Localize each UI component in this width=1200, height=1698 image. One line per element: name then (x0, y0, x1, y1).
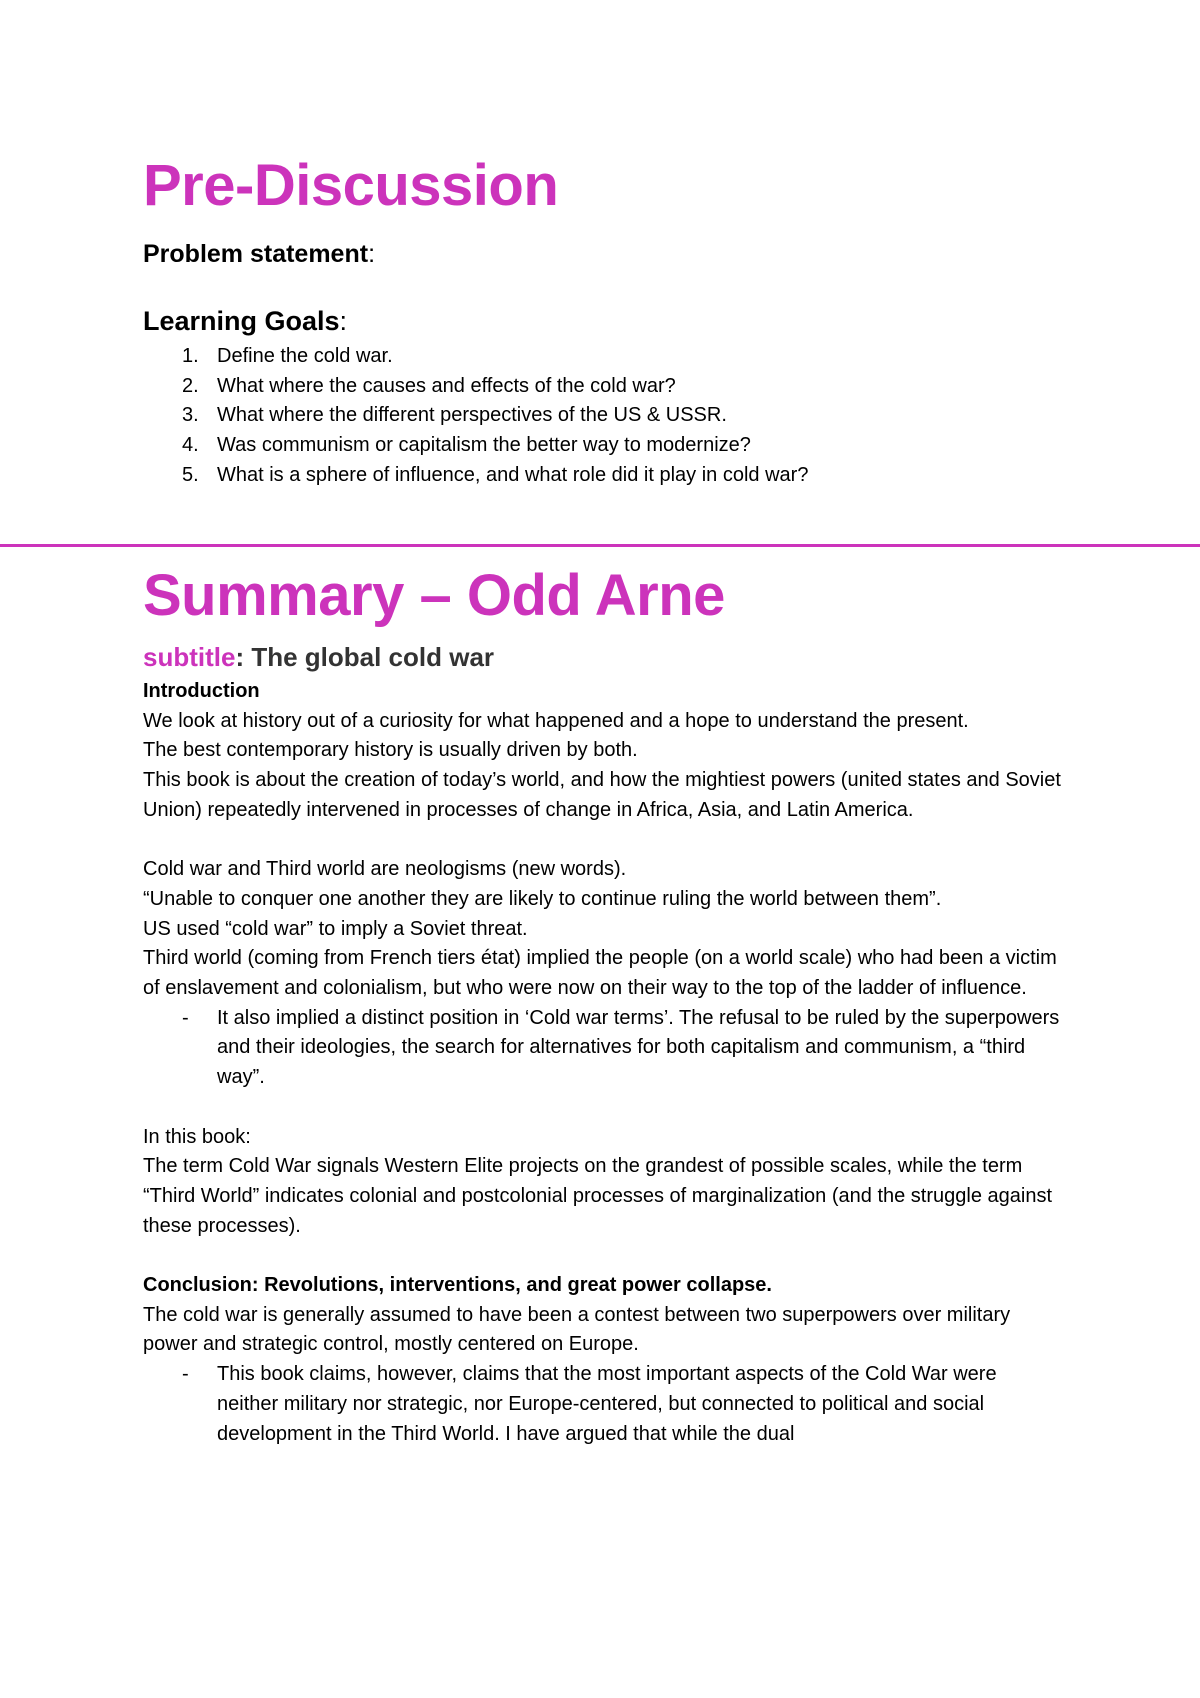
learning-goal-item (143, 461, 1043, 491)
goal-text: What is a sphere of influence, and what role did it play in cold war? (217, 463, 809, 486)
bullet-dash: - (182, 1006, 189, 1029)
paragraph: US used “cold war” to imply a Soviet threat. (143, 917, 528, 940)
learning-goal-item (143, 372, 1043, 402)
blank-line (143, 1093, 1063, 1123)
in-this-book-label: In this book: (143, 1125, 251, 1148)
conclusion-heading: Conclusion: Revolutions, interventions, and great power collapse. (143, 1274, 772, 1297)
learning-goals-label (143, 308, 347, 335)
subtitle-text: : The global cold war (235, 642, 495, 672)
paragraph: “Unable to conquer one another they are likely to continue ruling the world between them”. (143, 887, 942, 910)
problem-statement-text: Problem statement (143, 240, 369, 268)
pre-discussion-heading: Pre-Discussion (143, 153, 559, 218)
learning-goals-colon: : (339, 306, 348, 336)
paragraph: This book is about the creation of today’s world, and how the mightiest powers (united states and Soviet Union) repeatedly intervened in processes of change in Africa, Asia, and Latin America. (143, 769, 1061, 821)
blank-line (143, 826, 1063, 856)
goal-text: Define the cold war. (217, 345, 393, 367)
learning-goal-item (143, 401, 1043, 431)
goal-number: 2. (182, 374, 199, 397)
learning-goal-item (143, 342, 1043, 372)
learning-goals-list (143, 342, 1043, 491)
learning-goals-text: Learning Goals (143, 306, 340, 336)
section-divider (0, 544, 1200, 547)
paragraph: The term Cold War signals Western Elite projects on the grandest of possible scales, while the term “Third World” indicates colonial and postcolonial processes of marginalization (and the struggle against these processes). (143, 1155, 1053, 1237)
bullet-text: This book claims, however, claims that the most important aspects of the Cold War were neither military nor strategic, nor Europe-centered, but connected to political and social development in the Third World. I have argued that while the dual (217, 1363, 997, 1445)
goal-text: What where the causes and effects of the cold war? (217, 374, 676, 397)
paragraph: The cold war is generally assumed to have been a contest between two superpowers over military power and strategic control, mostly centered on Europe. (143, 1303, 1011, 1356)
goal-text: What where the different perspectives of the US & USSR. (217, 404, 727, 427)
summary-subtitle (143, 642, 494, 673)
bullet-text: It also implied a distinct position in ‘Cold war terms’. The refusal to be ruled by the superpowers and their ideologies, the search for alternatives for both capitalism and communism, a “third way”. (217, 1006, 1060, 1089)
problem-statement-label (143, 242, 375, 267)
blank-line (143, 1241, 1063, 1271)
paragraph: Third world (coming from French tiers état) implied the people (on a world scale) who had been a victim of enslavement and colonialism, but who were now on their way to the top of the ladder of influence. (143, 947, 1057, 1000)
paragraph: Cold war and Third world are neologisms (new words). (143, 858, 627, 881)
learning-goal-item (143, 431, 1043, 461)
bullet-item (143, 1004, 1063, 1093)
goal-number: 5. (182, 463, 199, 486)
goal-number: 4. (182, 434, 199, 457)
paragraph: We look at history out of a curiosity for what happened and a hope to understand the present. (143, 709, 969, 732)
summary-heading: Summary – Odd Arne (143, 563, 725, 628)
goal-number: 1. (182, 345, 199, 367)
problem-statement-colon: : (368, 240, 376, 268)
bullet-item (143, 1360, 1063, 1449)
goal-number: 3. (182, 404, 199, 427)
subtitle-label: subtitle (143, 642, 236, 672)
paragraph: The best contemporary history is usually driven by both. (143, 739, 638, 762)
goal-text: Was communism or capitalism the better way to modernize? (217, 434, 751, 457)
bullet-dash: - (182, 1363, 189, 1386)
summary-body (143, 677, 1063, 1449)
introduction-heading: Introduction (143, 680, 260, 702)
